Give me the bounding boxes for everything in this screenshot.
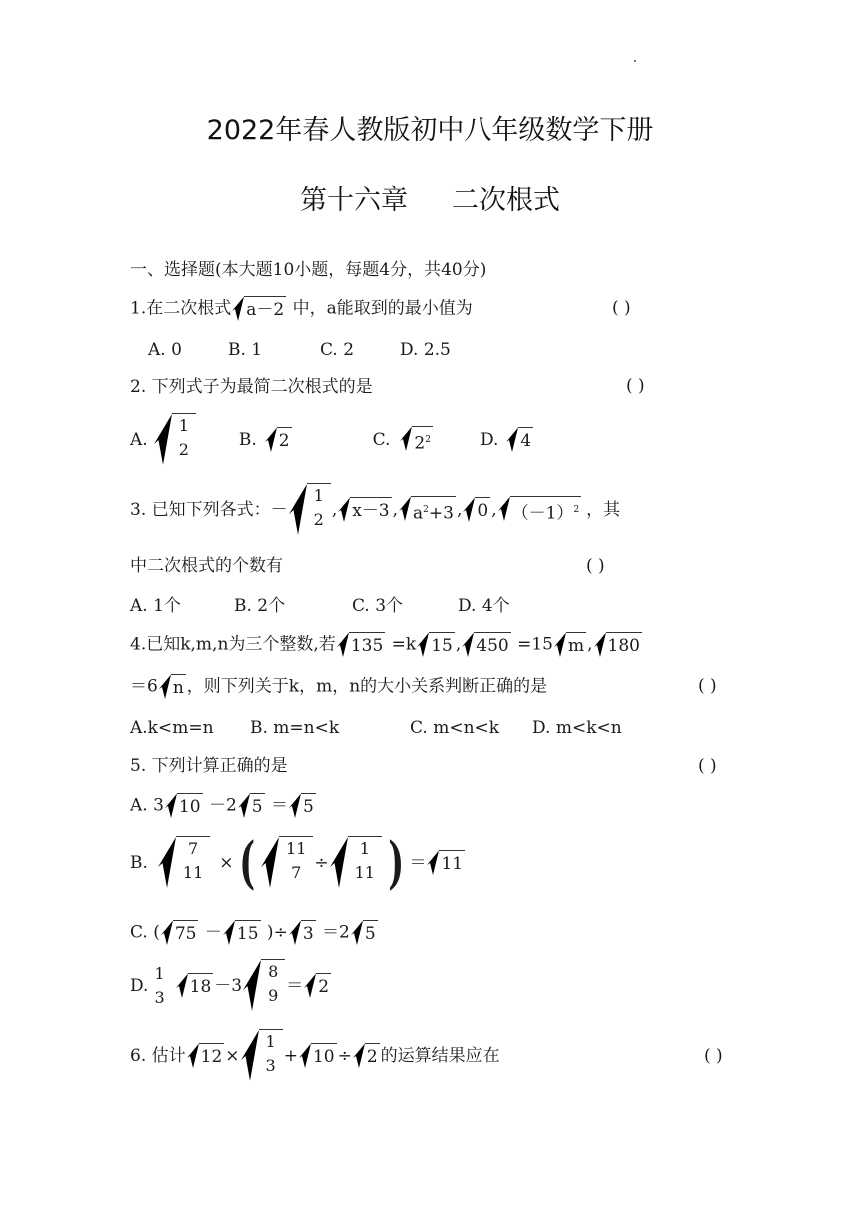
option-label: D. bbox=[479, 430, 499, 450]
option: A.k<m=n bbox=[130, 718, 214, 738]
chapter-name: 二次根式 bbox=[452, 185, 560, 216]
option-label: C. bbox=[372, 430, 391, 450]
q4-line2: ＝6 n ，则下列关于k，m，n的大小关系判断正确的是 bbox=[130, 674, 547, 700]
q4-options bbox=[130, 716, 622, 740]
sqrt-expression: 0 bbox=[463, 497, 490, 523]
question-6: 6. 估计 12 × 1 3 + 10 ÷ 2 的运算结果应在 bbox=[130, 1026, 500, 1086]
answer-bracket: ( ) bbox=[586, 556, 605, 576]
sqrt-expression: n bbox=[159, 674, 186, 700]
sqrt-fraction: 1 2 bbox=[289, 483, 331, 537]
option: D. 4个 bbox=[458, 596, 510, 616]
option: B. m=n<k bbox=[250, 718, 340, 738]
option: C. m<n<k bbox=[410, 718, 500, 738]
answer-bracket: ( ) bbox=[698, 756, 717, 776]
question-2: 2. 下列式子为最简二次根式的是 bbox=[130, 377, 373, 397]
sqrt-expression: 180 bbox=[594, 632, 642, 658]
q6-stem: 6. 估计 bbox=[130, 1046, 186, 1066]
q5-option-b: B. 7 11 × ( 11 7 ÷ 1 11 ) ＝ 11 bbox=[130, 830, 464, 896]
q1-options bbox=[148, 338, 451, 362]
sqrt-expression: 450 bbox=[462, 632, 510, 658]
option: A. 0 bbox=[148, 340, 182, 360]
chapter-heading bbox=[0, 178, 860, 217]
sqrt-expression: 2 bbox=[265, 427, 292, 453]
option: C. 2 bbox=[320, 340, 355, 360]
sqrt-fraction: 1 2 bbox=[154, 413, 196, 467]
sqrt-expression: m bbox=[554, 632, 586, 658]
sqrt-expression: $2^2$ bbox=[400, 426, 433, 455]
option: B. 2个 bbox=[234, 596, 286, 616]
answer-bracket: ( ) bbox=[698, 676, 717, 696]
q4-stem: 4.已知k,m,n为三个整数,若 bbox=[130, 634, 336, 655]
q5-option-d: D. 1 3 18 －3 8 9 ＝ 2 bbox=[130, 956, 332, 1016]
q5-option-a: A. 3 10 －2 5 ＝ 5 bbox=[130, 793, 317, 819]
q5-option-c: C. ( 75 － 15 )÷ 3 ＝2 5 bbox=[130, 920, 379, 946]
q3-stem-tail: ，其 bbox=[586, 500, 621, 520]
question-5: 5. 下列计算正确的是 bbox=[130, 756, 288, 776]
option: D. 2.5 bbox=[400, 340, 451, 360]
sqrt-expression: x－3 bbox=[338, 497, 391, 523]
page-title: 2022年春人教版初中八年级数学下册 bbox=[206, 115, 654, 146]
answer-bracket: ( ) bbox=[704, 1046, 723, 1066]
option-label: B. bbox=[238, 430, 257, 450]
q1-stem: 1.在二次根式 bbox=[130, 298, 232, 319]
option: A. 1个 bbox=[130, 596, 181, 616]
section-heading: 一、选择题(本大题10小题，每题4分，共40分) bbox=[130, 260, 487, 280]
scan-dot bbox=[634, 60, 636, 62]
option: D. m<k<n bbox=[532, 718, 622, 738]
sqrt-expression: a－2 bbox=[232, 296, 286, 322]
sqrt-expression: $a^2+3$ bbox=[399, 496, 456, 525]
q1-stem-tail: 中，a能取到的最小值为 bbox=[287, 298, 473, 319]
q3-line2: 中二次根式的个数有 bbox=[130, 556, 283, 576]
question-3: 3. 已知下列各式：－ 1 2 , x－3 , $a^2+3$ , 0 , $(-1)^2$ ，其 bbox=[130, 482, 620, 538]
sqrt-expression: 135 bbox=[337, 632, 385, 658]
chapter-number: 第十六章 bbox=[300, 185, 408, 216]
q2-options bbox=[130, 412, 534, 468]
option: B. 1 bbox=[228, 340, 263, 360]
q3-stem: 3. 已知下列各式：－ bbox=[130, 500, 288, 520]
option-label: A. bbox=[130, 430, 148, 450]
answer-bracket: ( ) bbox=[612, 298, 631, 318]
sqrt-expression: 4 bbox=[506, 427, 533, 453]
sqrt-expression: $(-1)^2$ bbox=[498, 496, 582, 525]
question-1 bbox=[130, 296, 473, 322]
q4-stem-tail: ，则下列关于k，m，n的大小关系判断正确的是 bbox=[186, 676, 548, 697]
q3-options bbox=[130, 594, 510, 618]
sqrt-expression: 15 bbox=[417, 632, 455, 658]
q6-stem-tail: 的运算结果应在 bbox=[380, 1046, 500, 1066]
question-4: 4.已知k,m,n为三个整数,若 135 =k 15 , 450 =15 m , 180 bbox=[130, 632, 643, 658]
option: C. 3个 bbox=[352, 596, 404, 616]
answer-bracket: ( ) bbox=[626, 376, 645, 396]
